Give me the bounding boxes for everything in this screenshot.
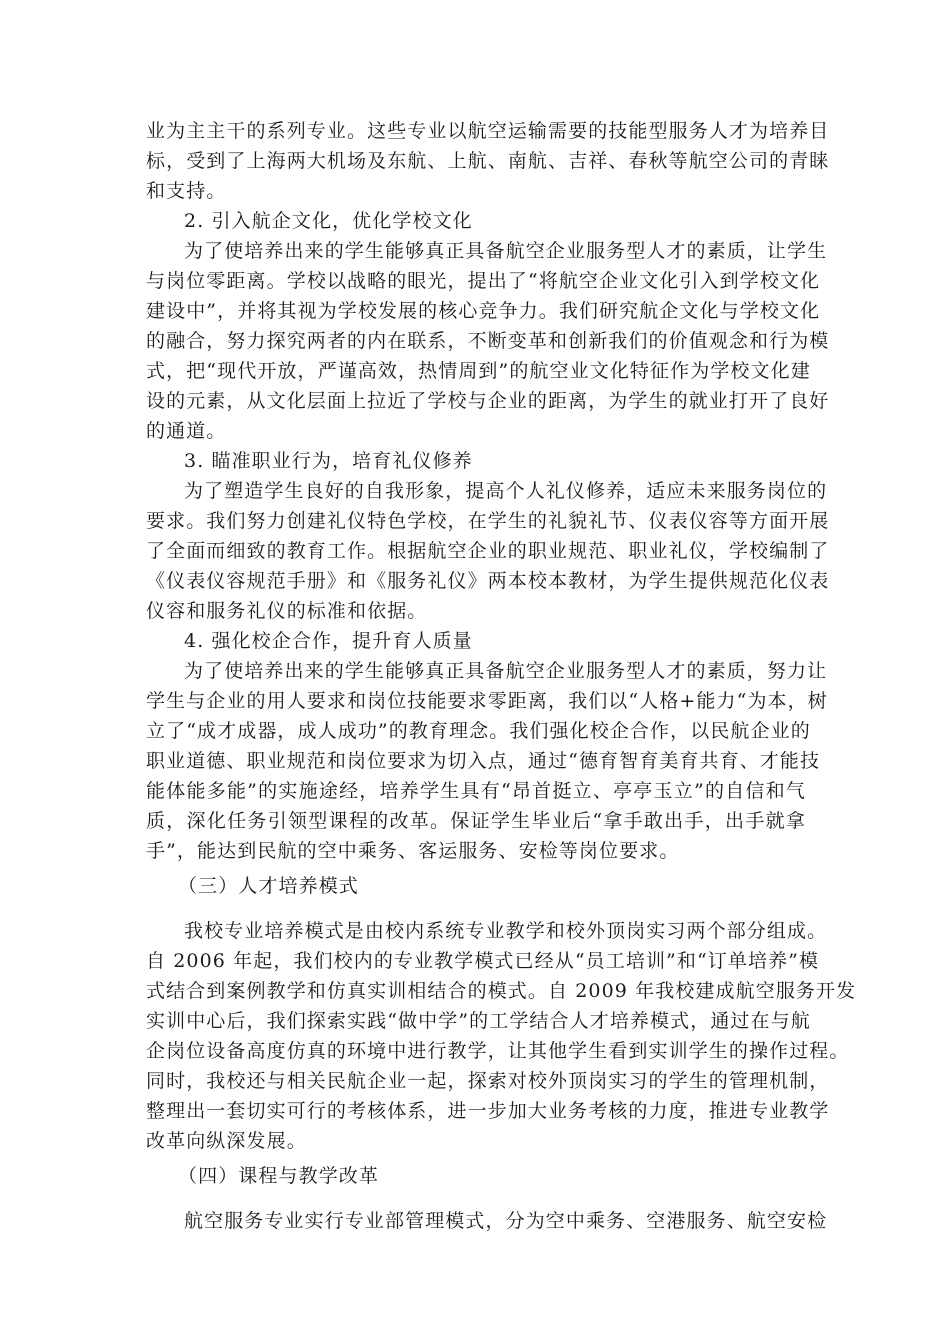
body-text-line: 的融合，努力探究两者的内在联系，不断变革和创新我们的价值观念和行为模 xyxy=(146,330,830,352)
subsection-heading: 4. 强化校企合作，提升育人质量 xyxy=(184,630,473,652)
body-text-line: 和支持。 xyxy=(146,180,227,202)
section-heading: （三）人才培养模式 xyxy=(178,875,359,897)
body-text-line: 为了塑造学生良好的自我形象，提高个人礼仪修养，适应未来服务岗位的 xyxy=(184,480,828,502)
body-text-line: 整理出一套切实可行的考核体系，进一步加大业务考核的力度，推进专业教学 xyxy=(146,1100,830,1122)
body-text-line: 航空服务专业实行专业部管理模式，分为空中乘务、空港服务、航空安检 xyxy=(184,1210,828,1232)
body-text-line: 手”，能达到民航的空中乘务、客运服务、安检等岗位要求。 xyxy=(146,840,680,862)
body-text-line: 企岗位设备高度仿真的环境中进行教学，让其他学生看到实训学生的操作过程。 xyxy=(146,1040,850,1062)
body-text-line: 实训中心后，我们探索实践“做中学”的工学结合人才培养模式，通过在与航 xyxy=(146,1010,811,1032)
body-text-line: 质，深化任务引领型课程的改革。保证学生毕业后“拿手敢出手，出手就拿 xyxy=(146,810,806,832)
body-text-line: 职业道德、职业规范和岗位要求为切入点，通过“德育智育美育共育、才能技 xyxy=(146,750,821,772)
body-text-line: 《仪表仪容规范手册》和《服务礼仪》两本校本教材，为学生提供规范化仪表 xyxy=(146,570,830,592)
subsection-heading: 2. 引入航企文化，优化学校文化 xyxy=(184,210,473,232)
body-text-line: 我校专业培养模式是由校内系统专业教学和校外顶岗实习两个部分组成。 xyxy=(184,920,828,942)
section-heading: （四）课程与教学改革 xyxy=(178,1165,380,1187)
body-text-line: 了全面而细致的教育工作。根据航空企业的职业规范、职业礼仪，学校编制了 xyxy=(146,540,830,562)
body-text-line: 改革向纵深发展。 xyxy=(146,1130,307,1152)
body-text-line: 立了“成才成器，成人成功”的教育理念。我们强化校企合作，以民航企业的 xyxy=(146,720,811,742)
body-text-line: 仪容和服务礼仪的标准和依据。 xyxy=(146,600,428,622)
subsection-heading: 3. 瞄准职业行为，培育礼仪修养 xyxy=(184,450,473,472)
body-text-line: 标，受到了上海两大机场及东航、上航、南航、吉祥、春秋等航空公司的青睐 xyxy=(146,150,830,172)
body-text-line: 式结合到案例教学和仿真实训相结合的模式。自 2009 年我校建成航空服务开发 xyxy=(146,980,857,1002)
body-text-line: 为了使培养出来的学生能够真正具备航空企业服务型人才的素质，努力让 xyxy=(184,660,828,682)
body-text-line: 学生与企业的用人要求和岗位技能要求零距离，我们以“人格+能力“为本，树 xyxy=(146,690,828,712)
body-text-line: 自 2006 年起，我们校内的专业教学模式已经从“员工培训”和“订单培养”模 xyxy=(146,950,820,972)
body-text-line: 的通道。 xyxy=(146,420,227,442)
body-text-line: 同时，我校还与相关民航企业一起，探索对校外顶岗实习的学生的管理机制， xyxy=(146,1070,830,1092)
body-text-line: 设的元素，从文化层面上拉近了学校与企业的距离，为学生的就业打开了良好 xyxy=(146,390,830,412)
body-text-line: 为了使培养出来的学生能够真正具备航空企业服务型人才的素质，让学生 xyxy=(184,240,828,262)
body-text-line: 要求。我们努力创建礼仪特色学校，在学生的礼貌礼节、仪表仪容等方面开展 xyxy=(146,510,830,532)
body-text-line: 建设中”，并将其视为学校发展的核心竞争力。我们研究航企文化与学校文化 xyxy=(146,300,821,322)
body-text-line: 业为主主干的系列专业。这些专业以航空运输需要的技能型服务人才为培养目 xyxy=(146,120,830,142)
body-text-line: 能体能多能”的实施途经，培养学生具有“昂首挺立、亭亭玉立”的自信和气 xyxy=(146,780,806,802)
body-text-line: 式，把“现代开放，严谨高效，热情周到”的航空业文化特征作为学校文化建 xyxy=(146,360,811,382)
body-text-line: 与岗位零距离。学校以战略的眼光，提出了“将航空企业文化引入到学校文化 xyxy=(146,270,821,292)
